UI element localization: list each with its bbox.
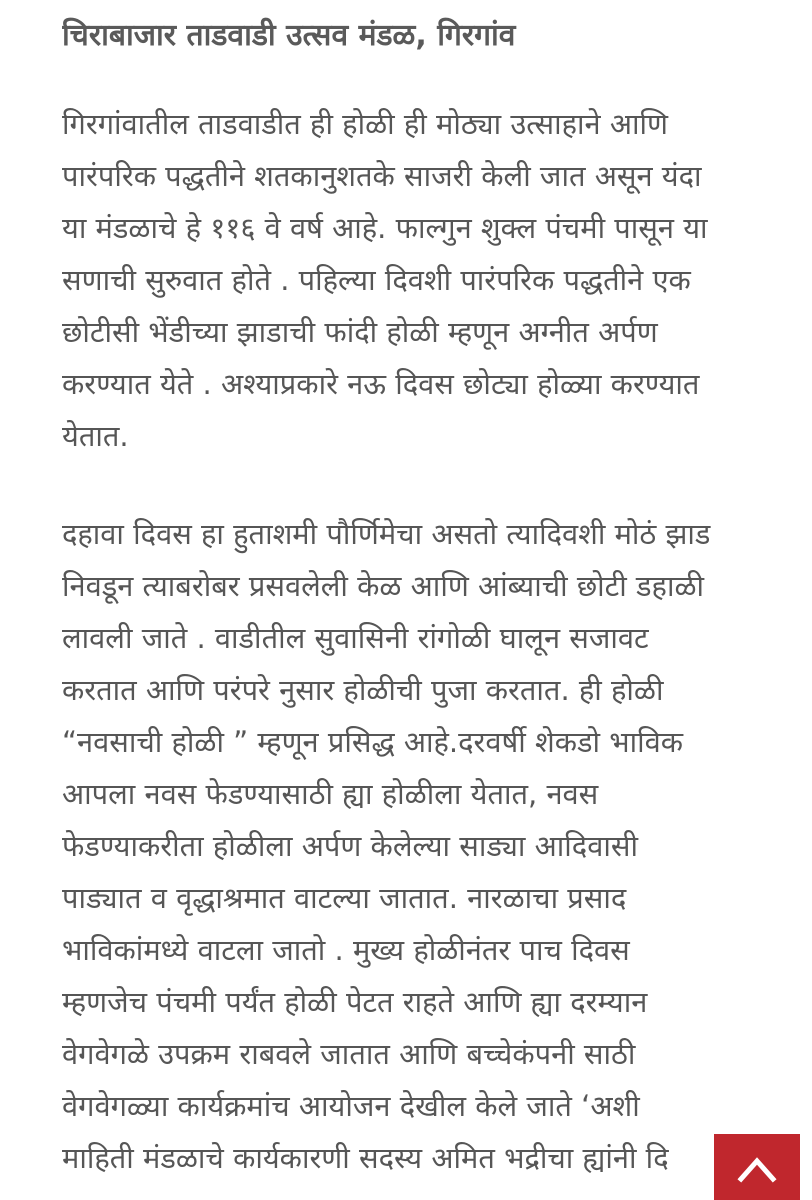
paragraph-line: म्हणजेच पंचमी पर्यंत होळी पेटत राहते आणि ह्या दरम्यान — [62, 985, 648, 1019]
paragraph-line: आपला नवस फेडण्यासाठी ह्या होळीला येतात, नवस — [62, 777, 599, 811]
article-title: चिराबाजार ताडवाडी उत्सव मंडळ, गिरगांव — [62, 18, 516, 53]
paragraph-line: करतात आणि परंपरे नुसार होळीची पुजा करतात. ही होळी — [62, 673, 664, 707]
paragraph-line: निवडून त्याबरोबर प्रसवलेली केळ आणि आंब्याची छोटी डहाळी — [62, 569, 705, 603]
article-paragraph — [62, 508, 802, 1184]
paragraph-line: छोटीसी भेंडीच्या झाडाची फांदी होळी म्हणून अग्नीत अर्पण — [62, 315, 658, 349]
paragraph-line: वेगवेगळ्या कार्यक्रमांच आयोजन देखील केले जाते ‘अशी — [62, 1089, 640, 1123]
paragraph-line: या मंडळाचे हे ११६ वे वर्ष आहे. फाल्गुन शुक्ल पंचमी पासून या — [62, 211, 708, 245]
paragraph-line: गिरगांवातील ताडवाडीत ही होळी ही मोठ्या उत्साहाने आणि — [62, 107, 668, 141]
paragraph-line: भाविकांमध्ये वाटला जातो . मुख्य होळीनंतर पाच दिवस — [62, 933, 630, 967]
paragraph-line: पाड्यात व वृद्धाश्रमात वाटल्या जातात. नारळाचा प्रसाद — [62, 881, 627, 915]
scroll-to-top-button[interactable] — [714, 1134, 800, 1200]
paragraph-line: फेडण्याकरीता होळीला अर्पण केलेल्या साड्या आदिवासी — [62, 829, 638, 863]
paragraph-line: दहावा दिवस हा हुताशमी पौर्णिमेचा असतो त्यादिवशी मोठं झाड — [62, 517, 711, 551]
paragraph-line: वेगवेगळे उपक्रम राबवले जातात आणि बच्चेकंपनी साठी — [62, 1037, 636, 1071]
paragraph-line: येतात. — [62, 419, 129, 453]
paragraph-line: सणाची सुरुवात होते . पहिल्या दिवशी पारंपरिक पद्धतीने एक — [62, 263, 691, 297]
paragraph-line: लावली जाते . वाडीतील सुवासिनी रांगोळी घालून सजावट — [62, 621, 649, 655]
paragraph-line: माहिती मंडळाचे कार्यकारणी सदस्य अमित भद्रीचा ह्यांनी दि — [62, 1141, 669, 1175]
article — [62, 0, 802, 1200]
paragraph-line: करण्यात येते . अश्याप्रकारे नऊ दिवस छोट्या होळ्या करण्यात — [62, 367, 700, 401]
chevron-up-icon — [737, 1149, 777, 1185]
paragraph-line: पारंपरिक पद्धतीने शतकानुशतके साजरी केली जात असून यंदा — [62, 159, 702, 193]
paragraph-line: “नवसाची होळी ” म्हणून प्रसिद्ध आहे.दरवर्षी शेकडो भाविक — [62, 725, 684, 759]
article-paragraph — [62, 98, 802, 462]
